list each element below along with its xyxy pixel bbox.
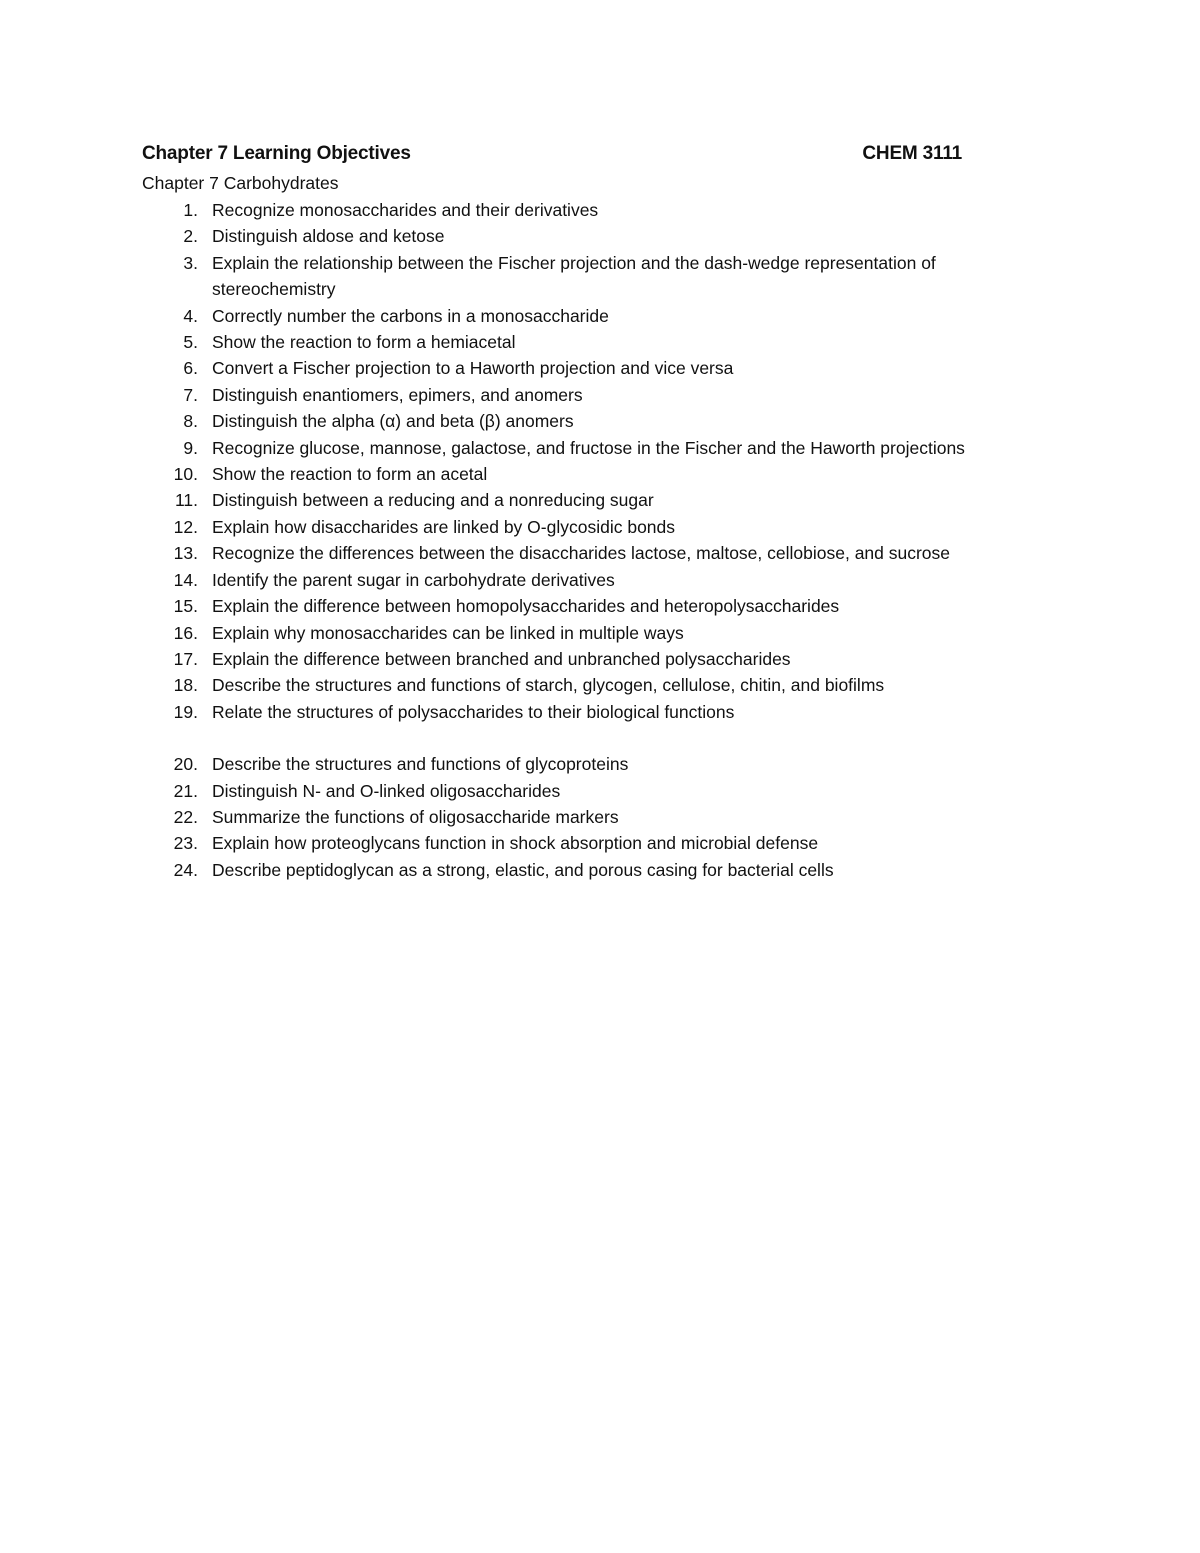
objective-text: Show the reaction to form a hemiacetal <box>212 332 516 353</box>
objective-text: Describe the structures and functions of glycoproteins <box>212 754 629 775</box>
objective-number: 9. <box>183 437 198 458</box>
objective-number: 17. <box>173 648 198 669</box>
objective-number: 21. <box>173 780 198 801</box>
objective-number: 20. <box>173 754 198 775</box>
objective-number: 1. <box>183 200 198 220</box>
objective-text: Recognize glucose, mannose, galactose, and fructose in the Fischer and the Haworth projections <box>212 437 965 458</box>
objective-number: 13. <box>173 543 198 564</box>
objective-number: 5. <box>183 332 198 353</box>
objective-item <box>142 435 1072 461</box>
objective-number: 4. <box>183 305 198 326</box>
objective-item <box>142 408 1072 434</box>
objective-text: Recognize the differences between the disaccharides lactose, maltose, cellobiose, and sucrose <box>212 543 951 564</box>
objective-item <box>142 303 1072 329</box>
objective-item <box>142 355 1072 381</box>
objective-item <box>142 857 1072 883</box>
objective-number: 22. <box>173 806 198 827</box>
objective-text: Distinguish the alpha (α) and beta (β) anomers <box>212 411 574 432</box>
objective-number: 6. <box>183 358 198 379</box>
objective-item <box>142 487 1072 513</box>
objective-item <box>142 778 1072 804</box>
objective-number: 10. <box>173 464 198 485</box>
objective-text: Summarize the functions of oligosaccharide markers <box>212 806 619 827</box>
objective-item <box>142 514 1072 540</box>
objective-text: Describe peptidoglycan as a strong, elastic, and porous casing for bacterial cells <box>212 859 834 880</box>
objective-number: 19. <box>173 701 198 722</box>
objective-item <box>142 329 1072 355</box>
objective-item <box>142 461 1072 487</box>
objective-text: Recognize monosaccharides and their derivatives <box>212 200 599 220</box>
objective-item <box>142 699 1072 725</box>
objective-number: 12. <box>173 516 198 537</box>
objective-item <box>142 646 1072 672</box>
objective-text: Show the reaction to form an acetal <box>212 464 488 485</box>
objective-item <box>142 197 1072 223</box>
objective-number: 3. <box>183 252 198 273</box>
objective-number: 2. <box>183 226 198 247</box>
objective-number: 24. <box>173 859 198 880</box>
objective-text: Describe the structures and functions of starch, glycogen, cellulose, chitin, and biofilms <box>212 675 885 696</box>
objective-text: Convert a Fischer projection to a Haworth projection and vice versa <box>212 358 734 379</box>
objective-item <box>142 672 1072 698</box>
objective-item <box>142 223 1072 249</box>
objective-number: 15. <box>173 596 198 617</box>
course-code: CHEM 3111 <box>862 143 962 164</box>
objective-item <box>142 593 1072 619</box>
objective-number: 11. <box>174 490 198 511</box>
objective-item <box>142 751 1072 777</box>
objective-text: Distinguish N- and O-linked oligosaccharides <box>212 780 561 801</box>
objectives-list <box>142 197 1072 883</box>
objective-number: 7. <box>183 384 198 405</box>
objective-item <box>142 830 1072 856</box>
objective-item <box>142 250 1062 303</box>
objective-text: Distinguish enantiomers, epimers, and anomers <box>212 384 583 405</box>
objective-number: 8. <box>183 411 198 432</box>
document-header <box>142 143 962 171</box>
objective-text: Explain how disaccharides are linked by O-glycosidic bonds <box>212 516 676 537</box>
objective-item <box>142 620 1072 646</box>
objective-item <box>142 540 1072 566</box>
objective-text: Explain how proteoglycans function in shock absorption and microbial defense <box>212 833 819 854</box>
objective-number: 23. <box>173 833 198 854</box>
objective-item <box>142 804 1072 830</box>
objective-text: Distinguish between a reducing and a nonreducing sugar <box>212 490 654 511</box>
objective-number: 18. <box>173 675 198 696</box>
objective-text: Distinguish aldose and ketose <box>212 226 445 247</box>
objective-text: Relate the structures of polysaccharides to their biological functions <box>212 701 735 722</box>
objective-number: 14. <box>173 569 198 590</box>
objective-number: 16. <box>173 622 198 643</box>
objective-text: Explain the difference between branched and unbranched polysaccharides <box>212 648 791 669</box>
objective-text: Explain why monosaccharides can be linked in multiple ways <box>212 622 684 643</box>
objective-text: Explain the relationship between the Fischer projection and the dash-wedge representation of stereochemistry <box>212 252 936 300</box>
objective-item <box>142 567 1072 593</box>
objective-text: Explain the difference between homopolysaccharides and heteropolysaccharides <box>212 596 840 617</box>
page-title: Chapter 7 Learning Objectives <box>142 143 411 164</box>
objective-text: Correctly number the carbons in a monosaccharide <box>212 305 609 326</box>
objective-text: Identify the parent sugar in carbohydrate derivatives <box>212 569 615 590</box>
chapter-subtitle: Chapter 7 Carbohydrates <box>142 173 339 193</box>
objective-item <box>142 382 1072 408</box>
